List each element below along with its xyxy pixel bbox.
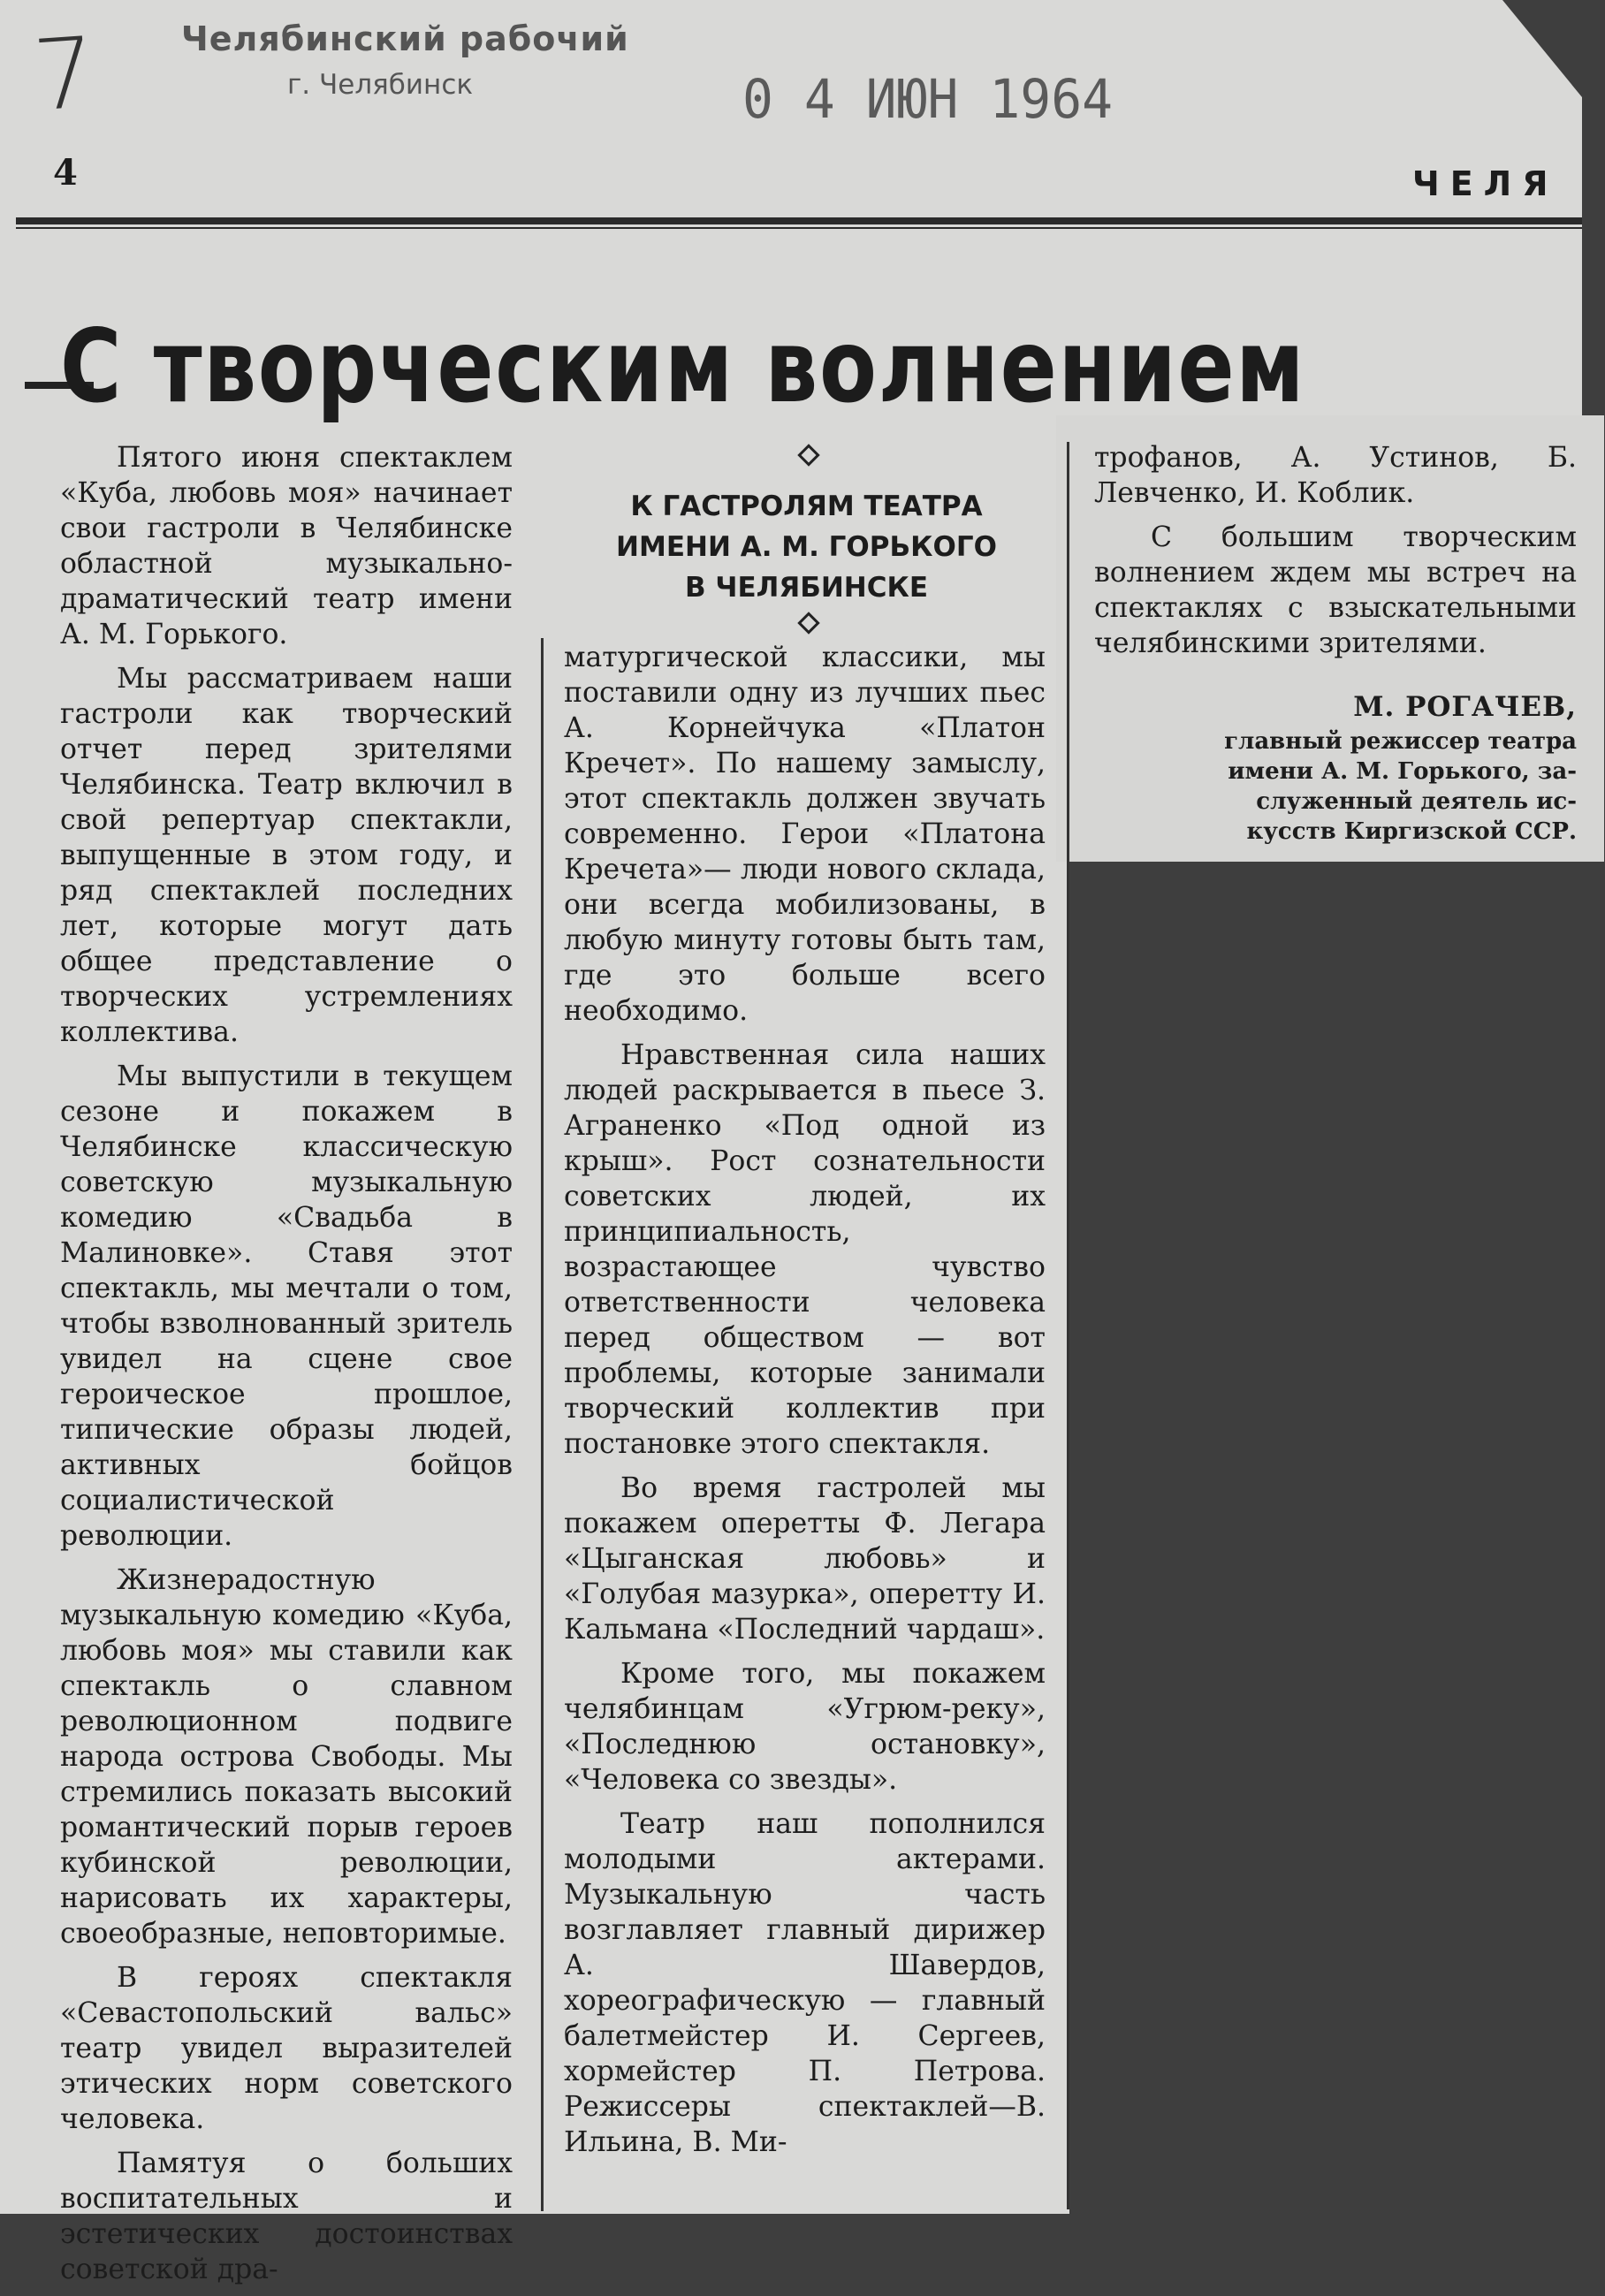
header-rule-thin [16,227,1582,229]
handwritten-mark: 7 [29,15,100,133]
paragraph: Мы выпустили в текущем сезоне и покажем в Челябинске классическую советскую музыкальную комедию «Свадьба в Малиновке». Ставя этот спектакль, мы мечтали о том, чтобы взволнованный зритель увидел на сцене свое героическое прошлое, типические образы людей, активных бойцов социалистической революции. [60,1061,513,1552]
paragraph: Во время гастролей мы покажем оперетты Ф. Легара «Цыганская любовь» и «Голубая мазурка», оперетту И. Кальмана «Последний чардаш». [564,1472,1046,1646]
paragraph: Мы рассматриваем наши гастроли как творческий отчет перед зрителями Челябинска. Театр включил в свой репертуар спектакли, выпущенные в этом году, и ряд спектаклей последних лет, которые могут дать общее представление о творческих устремлениях коллектива. [60,663,513,1048]
newspaper-header-fragment: ЧЕЛЯ [1412,164,1559,203]
paragraph: Кроме того, мы покажем челябинцам «Угрюм-реку», «Последнюю остановку», «Человека со звезды». [564,1658,1046,1796]
article-column-2 [564,640,1046,2169]
archive-stamp-city: г. Челябинск [287,69,474,101]
archive-stamp-date: 0 4 ИЮН 1964 [742,67,1114,131]
paragraph: матургической классики, мы поставили одну из лучших пьес А. Корнейчука «Платон Кречет». По нашему замыслу, этот спектакль должен звучать современно. Герои «Платона Кречета»— люди нового склада, они всегда мобилизованы, в любую минуту готовы быть там, где это больше всего необходимо. [564,642,1046,1027]
article-subhead [566,486,1047,608]
subhead-line: ИМЕНИ А. М. ГОРЬКОГО [616,531,997,563]
article-column-3 [1094,440,1577,670]
paragraph: Жизнерадостную музыкальную комедию «Куба, любовь моя» мы ставили как спектакль о славном революционном подвиге народа острова Свободы. Мы стремились показать высокий романтический порыв героев кубинской революции, нарисовать их характеры, своеобразные, неповторимые. [60,1564,513,1950]
header-rule [16,217,1582,224]
column-rule-right [1067,442,1069,2209]
paragraph: Памятуя о больших воспитательных и эстетических достоинствах советской дра- [60,2148,513,2285]
article-headline: С творческим волнением [60,308,1306,425]
author-title-line: кусств Киргизской ССР. [1246,818,1577,845]
paragraph: В героях спектакля «Севастопольский вальс» театр увидел выразителей этических норм советского человека. [60,1962,513,2135]
author-title-line: служенный деятель ис- [1256,788,1577,815]
article-column-1 [60,440,513,2296]
column-rule-left [541,638,544,2211]
paragraph: С большим творческим волнением ждем мы встреч на спектаклях с взыскательными челябинскими зрителями. [1094,521,1577,659]
subhead-line: К ГАСТРОЛЯМ ТЕАТРА [630,490,983,522]
paragraph: Нравственная сила наших людей раскрывается в пьесе З. Аграненко «Под одной из крыш». Рост сознательности советских людей, их принципиальность, возрастающее чувство ответственности человека перед обществом — вот проблемы, которые занимали творческий коллектив при постановке этого спектакля. [564,1039,1046,1460]
author-name: М. РОГАЧЕВ, [1353,691,1577,723]
paragraph: Пятого июня спектаклем «Куба, любовь моя» начинает свои гастроли в Челябинске областной музыкально-драматический театр имени А. М. Горького. [60,442,513,650]
page-number: 4 [53,152,78,194]
archive-stamp-newspaper: Челябинский рабочий [181,19,629,58]
subhead-line: В ЧЕЛЯБИНСКЕ [684,572,929,604]
paragraph: Театр наш пополнился молодыми актерами. Музыкальную часть возглавляет главный дирижер А. Шавердов, хореографическую — главный балетмейстер И. Сергеев, хормейстер П. Петрова. Режиссеры спектаклей—В. Ильина, В. Ми- [564,1808,1046,2158]
author-title-line: имени А. М. Горького, за- [1228,758,1577,785]
author-title-line: главный режиссер театра [1224,728,1577,755]
paragraph: трофанов, А. Устинов, Б. Левченко, И. Коблик. [1094,442,1577,509]
